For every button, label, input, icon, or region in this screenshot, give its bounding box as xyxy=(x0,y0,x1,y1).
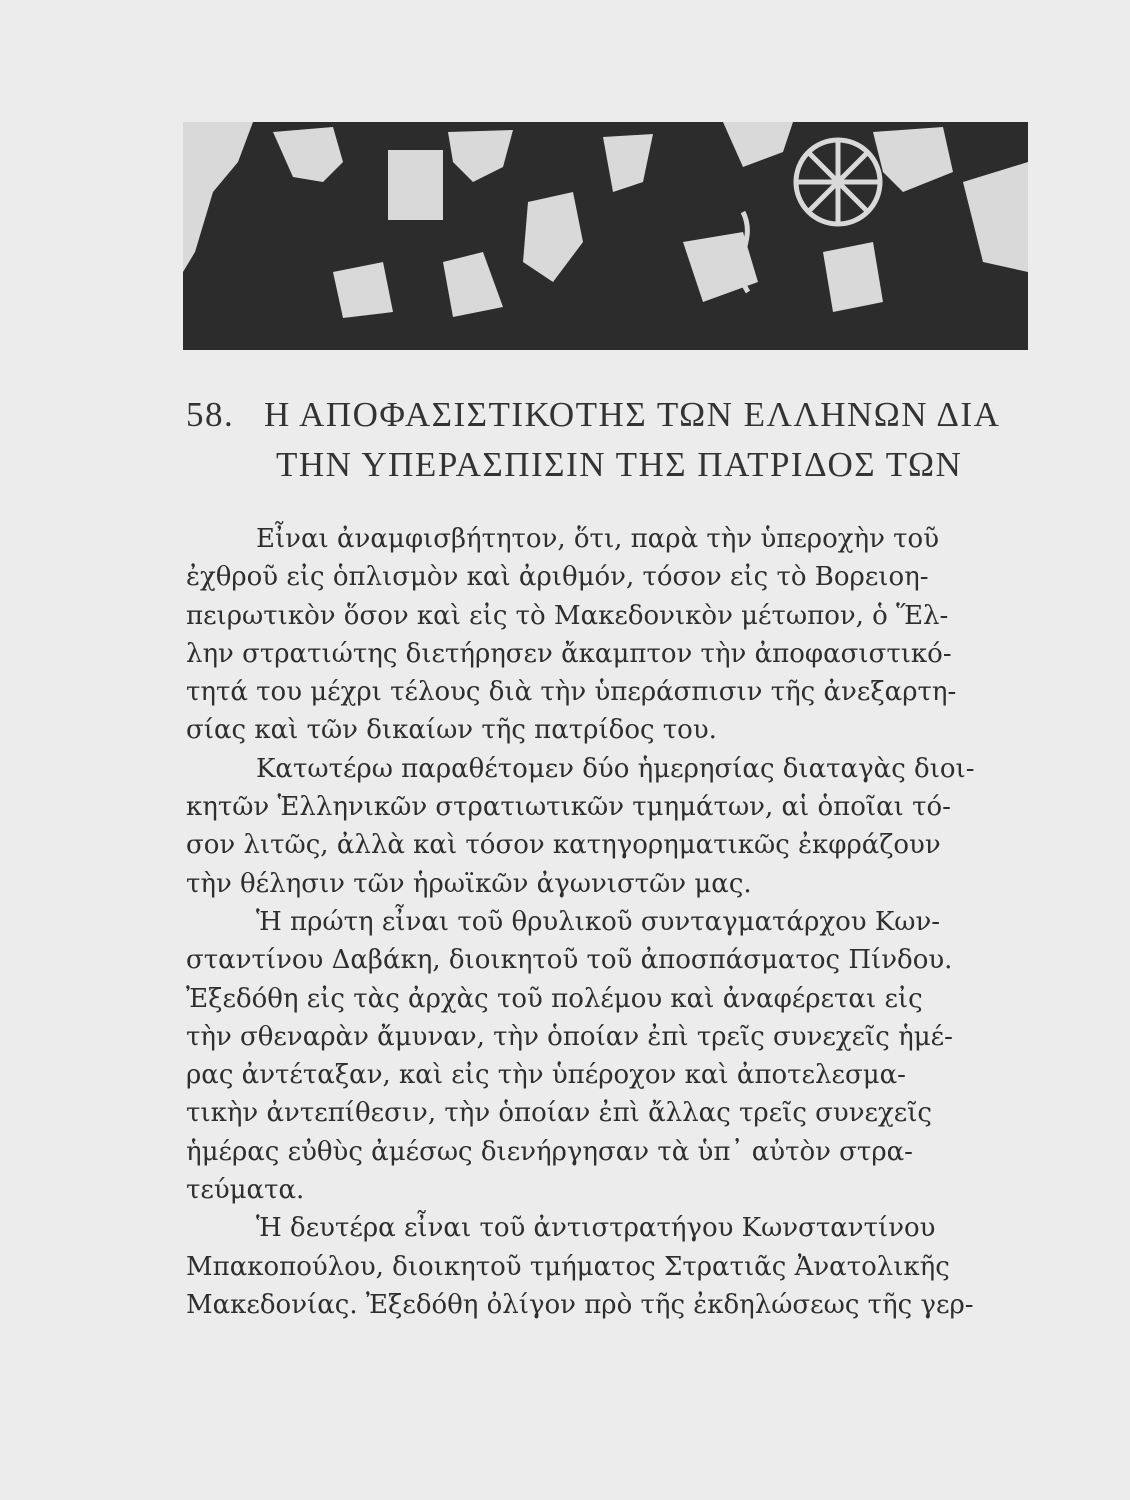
text-line: λην στρατιώτης διετήρησεν ἄκαμπτον τὴν ἀποφασιστικό- xyxy=(186,638,952,669)
text-line: τὴν σθεναρὰν ἄμυναν, τὴν ὁποίαν ἐπὶ τρεῖς συνεχεῖς ἡμέ- xyxy=(186,1021,953,1052)
chapter-heading xyxy=(186,390,1031,490)
text-line: Ἡ δευτέρα εἶναι τοῦ ἀντιστρατήγου Κωνσταντίνου xyxy=(256,1213,936,1244)
text-line: τὴν θέλησιν τῶν ἡρωϊκῶν ἀγωνιστῶν μας. xyxy=(186,868,752,899)
text-line: σον λιτῶς, ἀλλὰ καὶ τόσον κατηγορηματικῶς ἐκφράζουν xyxy=(186,830,941,861)
text-line: Μακεδονίας. Ἐξεδόθη ὀλίγον πρὸ τῆς ἐκδηλώσεως τῆς γερ- xyxy=(186,1289,974,1320)
text-line: Κατωτέρω παραθέτομεν δύο ἡμερησίας διαταγὰς διοι- xyxy=(256,753,975,784)
text-line: ἡμέρας εὐθὺς ἀμέσως διενήργησαν τὰ ὑπ᾽ αὐτὸν στρα- xyxy=(186,1136,913,1167)
text-line: ἐχθροῦ εἰς ὁπλισμὸν καὶ ἀριθμόν, τόσον εἰς τὸ Βορειοη- xyxy=(186,562,929,593)
text-line: σταντίνου Δαβάκη, διοικητοῦ τοῦ ἀποσπάσματος Πίνδου. xyxy=(186,945,953,976)
text-line: πειρωτικὸν ὅσον καὶ εἰς τὸ Μακεδονικὸν μέτωπον, ὁ Ἕλ- xyxy=(186,600,949,631)
paragraph xyxy=(186,1209,1036,1324)
text-line: τικὴν ἀντεπίθεσιν, τὴν ὁποίαν ἐπὶ ἄλλας τρεῖς συνεχεῖς xyxy=(186,1098,932,1129)
text-line: Μπακοπούλου, διοικητοῦ τμήματος Στρατιᾶς Ἀνατολικῆς xyxy=(186,1251,950,1282)
soldiers-mules-frieze-illustration xyxy=(183,122,1028,350)
text-line: τεύματα. xyxy=(186,1175,305,1206)
text-line: κητῶν Ἑλληνικῶν στρατιωτικῶν τμημάτων, αἱ ὁποῖαι τό- xyxy=(186,792,951,823)
chapter-number: 58. xyxy=(186,395,235,434)
chapter-title-line-1: Η ΑΠΟΦΑΣΙΣΤΙΚΟΤΗΣ ΤΩΝ ΕΛΛΗΝΩΝ ΔΙΑ xyxy=(264,395,1001,434)
paragraph xyxy=(186,520,1036,750)
text-line: τητά του μέχρι τέλους διὰ τὴν ὑπεράσπισιν τῆς ἀνεξαρτη- xyxy=(186,677,957,708)
paragraph xyxy=(186,903,1036,1209)
text-line: σίας καὶ τῶν δικαίων τῆς πατρίδος του. xyxy=(186,715,717,746)
text-line: Ἐξεδόθη εἰς τὰς ἀρχὰς τοῦ πολέμου καὶ ἀναφέρεται εἰς xyxy=(186,983,923,1014)
chapter-title-line-2: ΤΗΝ ΥΠΕΡΑΣΠΙΣΙΝ ΤΗΣ ΠΑΤΡΙΔΟΣ ΤΩΝ xyxy=(276,445,963,484)
paragraph xyxy=(186,750,1036,903)
text-line: Ἡ πρώτη εἶναι τοῦ θρυλικοῦ συνταγματάρχου Κων- xyxy=(256,906,941,937)
body-text xyxy=(186,520,1036,1324)
text-line: Εἶναι ἀναμφισβήτητον, ὅτι, παρὰ τὴν ὑπεροχὴν τοῦ xyxy=(256,524,939,554)
text-line: ρας ἀντέταξαν, καὶ εἰς τὴν ὑπέροχον καὶ ἀποτελεσμα- xyxy=(186,1060,906,1091)
